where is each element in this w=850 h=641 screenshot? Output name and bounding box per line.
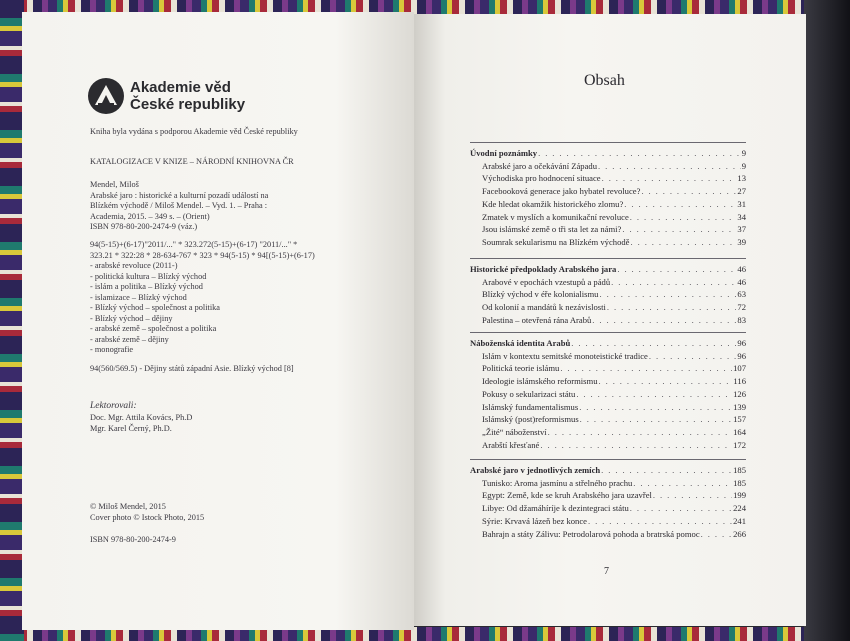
leader-dots bbox=[598, 160, 741, 173]
leader-dots bbox=[622, 223, 736, 236]
toc-entry bbox=[470, 185, 746, 198]
leader-dots bbox=[538, 147, 741, 160]
entry-page: 107 bbox=[733, 363, 746, 374]
entry-page: 164 bbox=[733, 426, 746, 437]
leader-dots bbox=[599, 288, 736, 301]
leader-dots bbox=[641, 185, 736, 198]
record-line: Arabské jaro : historické a kulturní pozadí událostí na bbox=[90, 190, 269, 200]
entry-title: Tunisko: Aroma jasmínu a střelného prachu bbox=[482, 477, 633, 488]
entry-page: 9 bbox=[741, 160, 746, 171]
entry-title: Egypt: Země, kde se kruh Arabského jara uzavřel bbox=[482, 490, 652, 501]
leader-dots bbox=[588, 515, 732, 528]
toc-entry bbox=[470, 502, 746, 515]
toc-entry bbox=[470, 314, 746, 327]
toc-entry bbox=[470, 236, 746, 249]
entry-title: Sýrie: Krvavá lázeň bez konce bbox=[482, 515, 587, 526]
toc-entry bbox=[470, 489, 746, 502]
leader-dots bbox=[576, 388, 732, 401]
entry-title: Zmatek v myslích a komunikační revoluce bbox=[482, 211, 629, 222]
entry-page: 126 bbox=[733, 388, 746, 399]
logo-line-1: Akademie věd bbox=[130, 79, 231, 96]
record-line: Blízkém východě / Miloš Mendel. – Vyd. 1. – Praha : bbox=[90, 201, 268, 210]
academy-logo-text bbox=[130, 79, 245, 113]
entry-title: Kde hledat okamžik historického zlomu? bbox=[482, 198, 624, 209]
entry-page: 157 bbox=[733, 414, 746, 425]
leader-dots bbox=[540, 439, 732, 452]
entry-page: 199 bbox=[733, 490, 746, 501]
entry-title: Arabští křesťané bbox=[482, 439, 540, 450]
toc-entry bbox=[470, 401, 746, 414]
leader-dots bbox=[602, 172, 737, 185]
toc-entry bbox=[470, 388, 746, 401]
entry-title: Pokusy o sekularizaci státu bbox=[482, 388, 576, 399]
leader-dots bbox=[653, 489, 732, 502]
toc-entry bbox=[470, 350, 746, 363]
entry-title: Soumrak sekularismu na Blízkém východě bbox=[482, 236, 630, 247]
leader-dots bbox=[617, 263, 736, 276]
classification-extra: 94(560/569.5) - Dějiny států západní Asie. Blízký východ [8] bbox=[90, 364, 294, 373]
toc-chapter bbox=[470, 464, 746, 477]
entry-title: Od kolonií a mandátů k nezávislosti bbox=[482, 302, 606, 313]
leader-dots bbox=[580, 413, 732, 426]
entry-page: 185 bbox=[733, 465, 746, 475]
record-line: - Blízký východ – dějiny bbox=[90, 313, 173, 323]
entry-title: Islám v kontextu semitské monoteistické tradice bbox=[482, 350, 648, 361]
entry-page: 185 bbox=[733, 477, 746, 488]
leader-dots bbox=[548, 426, 732, 439]
entry-title: Bahrajn a státy Zálivu: Petrodolarová pohoda a bratrská pomoc bbox=[482, 528, 700, 539]
entry-page: 37 bbox=[737, 224, 746, 235]
leader-dots bbox=[607, 301, 737, 314]
catalog-heading: KATALOGIZACE V KNIZE – NÁRODNÍ KNIHOVNA ČR bbox=[90, 157, 294, 166]
leader-dots bbox=[601, 464, 732, 477]
toc-chapter bbox=[470, 337, 746, 350]
entry-page: 241 bbox=[733, 515, 746, 526]
entry-title: Arabské jaro a očekávání Západu bbox=[482, 160, 598, 171]
entry-title: Libye: Od džamáhíríje k dezintegraci státu bbox=[482, 503, 629, 514]
entry-page: 172 bbox=[733, 439, 746, 450]
leader-dots bbox=[579, 401, 732, 414]
leader-dots bbox=[611, 276, 736, 289]
entry-page: 116 bbox=[733, 376, 746, 387]
record-line: 323.21 * 322:28 * 28-634-767 * 323 * 94(5-15) * 94[(5-15)+(6-17) bbox=[90, 250, 315, 260]
toc-section bbox=[470, 147, 746, 249]
entry-page: 224 bbox=[733, 503, 746, 514]
entry-page: 46 bbox=[737, 276, 746, 287]
leader-dots bbox=[701, 528, 732, 541]
toc-entry bbox=[470, 413, 746, 426]
record-line: - arabské země – společnost a politika bbox=[90, 324, 217, 333]
entry-title: Facebooková generace jako hybatel revoluce? bbox=[482, 186, 641, 197]
record-line: ISBN 978-80-200-2474-9 (váz.) bbox=[90, 222, 198, 231]
entry-page: 31 bbox=[737, 198, 746, 209]
entry-title: Jsou islámské země o tři sta let za námi? bbox=[482, 224, 622, 235]
record-line: Mendel, Miloš bbox=[90, 180, 139, 189]
toc-entry bbox=[470, 439, 746, 452]
page-number: 7 bbox=[604, 566, 609, 577]
entry-page: 39 bbox=[737, 236, 746, 247]
toc-chapter bbox=[470, 263, 746, 276]
entry-title: Blízký východ v éře kolonialismu bbox=[482, 289, 599, 300]
reviewer-2: Mgr. Karel Černý, Ph.D. bbox=[90, 424, 172, 433]
section-divider bbox=[470, 142, 746, 143]
leader-dots bbox=[649, 350, 737, 363]
classification-record bbox=[90, 240, 315, 356]
record-line: - Blízký východ – společnost a politika bbox=[90, 303, 220, 312]
toc-entry bbox=[470, 477, 746, 490]
toc-entry bbox=[470, 528, 746, 541]
entry-title: Ideologie islámského reformismu bbox=[482, 376, 598, 387]
entry-page: 34 bbox=[737, 211, 746, 222]
leader-dots bbox=[599, 375, 733, 388]
entry-title: Islámský (post)reformismus bbox=[482, 414, 579, 425]
toc-chapter bbox=[470, 147, 746, 160]
entry-page: 266 bbox=[733, 528, 746, 539]
toc-entry bbox=[470, 198, 746, 211]
leader-dots bbox=[624, 198, 736, 211]
leader-dots bbox=[631, 236, 737, 249]
toc-entry bbox=[470, 301, 746, 314]
record-line: Academia, 2015. – 349 s. – (Orient) bbox=[90, 211, 210, 221]
record-line: - arabské země – dějiny bbox=[90, 334, 169, 344]
leader-dots bbox=[633, 477, 732, 490]
toc-entry bbox=[470, 160, 746, 173]
reviewer-1: Doc. Mgr. Attila Kovács, Ph.D bbox=[90, 413, 193, 422]
entry-page: 83 bbox=[737, 314, 746, 325]
toc-entry bbox=[470, 211, 746, 224]
toc-entry bbox=[470, 223, 746, 236]
toc-section bbox=[470, 263, 746, 327]
toc-entry bbox=[470, 426, 746, 439]
leader-dots bbox=[560, 362, 732, 375]
logo-line-2: České republiky bbox=[130, 96, 246, 113]
record-line: - islám a politika – Blízký východ bbox=[90, 282, 203, 291]
academy-logo bbox=[88, 78, 245, 114]
isbn: ISBN 978-80-200-2474-9 bbox=[90, 535, 176, 544]
leader-dots bbox=[571, 337, 736, 350]
section-divider bbox=[470, 258, 746, 259]
entry-page: 96 bbox=[737, 338, 746, 348]
entry-title: „Žité“ náboženství bbox=[482, 426, 547, 437]
toc-entry bbox=[470, 288, 746, 301]
entry-page: 139 bbox=[733, 401, 746, 412]
leader-dots bbox=[592, 314, 736, 327]
academy-logo-icon bbox=[88, 78, 124, 114]
catalog-record bbox=[90, 180, 268, 233]
record-line: - monografie bbox=[90, 345, 134, 354]
record-line: 94(5-15)+(6-17)"2011/..." * 323.272(5-15)+(6-17) "2011/..." * bbox=[90, 240, 298, 249]
entry-title: Politická teorie islámu bbox=[482, 363, 560, 374]
toc-title: Obsah bbox=[584, 72, 625, 89]
entry-title: Arabové v epochách vzestupů a pádů bbox=[482, 276, 611, 287]
toc-entry bbox=[470, 276, 746, 289]
cover-edge-right bbox=[804, 0, 850, 641]
entry-page: 13 bbox=[737, 173, 746, 184]
section-divider bbox=[470, 332, 746, 333]
cover-edge-left bbox=[0, 0, 24, 641]
record-line: - politická kultura – Blízký východ bbox=[90, 271, 207, 281]
toc-entry bbox=[470, 515, 746, 528]
entry-title: Historické předpoklady Arabského jara bbox=[470, 264, 617, 274]
toc-entry bbox=[470, 172, 746, 185]
entry-title: Arabské jaro v jednotlivých zemích bbox=[470, 465, 601, 475]
entry-page: 96 bbox=[737, 350, 746, 361]
entry-page: 9 bbox=[741, 148, 746, 158]
reviewers-label: Lektorovali: bbox=[90, 401, 137, 411]
toc-section bbox=[470, 464, 746, 540]
support-note: Kniha byla vydána s podporou Akademie věd České republiky bbox=[90, 127, 298, 136]
copyright-author: © Miloš Mendel, 2015 bbox=[90, 502, 166, 511]
leader-dots bbox=[630, 211, 737, 224]
copyright-photo: Cover photo © Istock Photo, 2015 bbox=[90, 513, 205, 522]
section-divider bbox=[470, 459, 746, 460]
entry-title: Úvodní poznámky bbox=[470, 148, 538, 158]
entry-title: Východiska pro hodnocení situace bbox=[482, 173, 601, 184]
toc-entry bbox=[470, 362, 746, 375]
leader-dots bbox=[630, 502, 732, 515]
entry-page: 72 bbox=[737, 302, 746, 313]
entry-title: Islámský fundamentalismus bbox=[482, 401, 579, 412]
entry-page: 63 bbox=[737, 289, 746, 300]
entry-title: Palestina – otevřená rána Arabů bbox=[482, 314, 592, 325]
toc-section bbox=[470, 337, 746, 451]
record-line: - islamizace – Blízký východ bbox=[90, 292, 187, 302]
entry-page: 27 bbox=[737, 186, 746, 197]
entry-page: 46 bbox=[737, 264, 746, 274]
toc-entry bbox=[470, 375, 746, 388]
entry-title: Náboženská identita Arabů bbox=[470, 338, 571, 348]
record-line: - arabské revoluce (2011-) bbox=[90, 261, 178, 270]
